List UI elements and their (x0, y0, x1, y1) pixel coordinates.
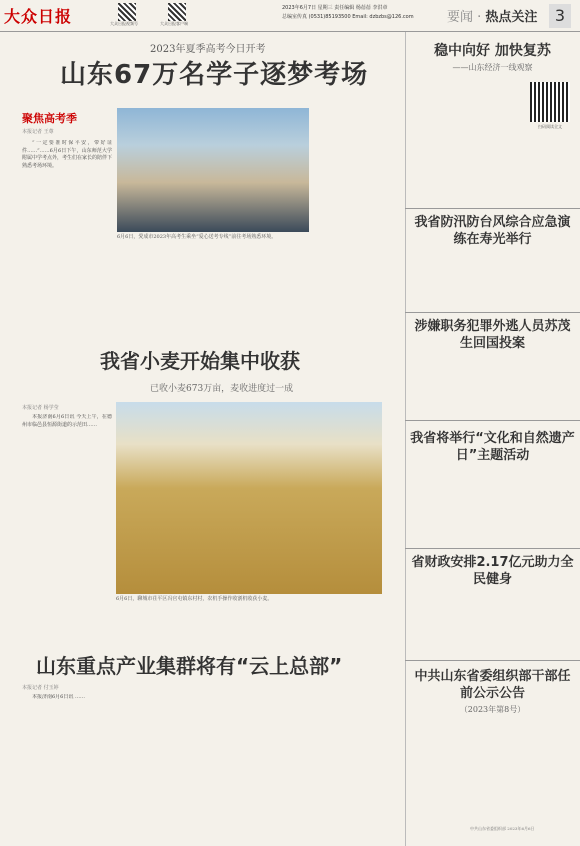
story2-headline: 我省小麦开始集中收获 (100, 349, 300, 373)
qr-code-icon (530, 82, 570, 122)
story1-paragraph: “一定要准时保平安，带好证件……”……6月6日下午，山东师范大学附属中学考点外，考生们在家长的陪伴下熟悉考场环境。 (22, 140, 112, 169)
story1-body (22, 140, 112, 330)
story2-photo (116, 402, 382, 594)
issue-meta (282, 4, 432, 22)
divider (405, 208, 580, 209)
story1-byline: 本报记者 王尊 (22, 129, 54, 135)
page-number: 3 (549, 4, 571, 28)
divider (405, 660, 580, 661)
right-footer: 中共山东省委组织部 2023年6月6日 (470, 826, 535, 831)
story1-label: 聚焦高考季 (22, 112, 77, 125)
masthead (0, 0, 580, 32)
story3-headline: 山东重点产业集群将有“云上总部” (36, 654, 343, 678)
right-h2: 我省防汛防台风综合应急演练在寿光举行 (414, 215, 571, 247)
story1-headline: 山东67万名学子逐梦考场 (60, 60, 369, 90)
qr-label: 扫码阅读全文 (538, 124, 562, 129)
divider (405, 548, 580, 549)
story3-body (22, 694, 397, 834)
qr2-label: 大众日报客户端 (160, 21, 188, 26)
story1-caption: 6月6日，愛成市2023年高考生乘坐“爱心送考专线”前往考场熟悉环境。 (117, 234, 277, 240)
right-h5: 省财政安排2.17亿元助力全民健身 (411, 555, 574, 587)
story2-caption: 6月6日，聊城市茌平区冯官屯镇东村村，农机手操作收割机收获小麦。 (116, 596, 273, 602)
qr-code-icon (118, 3, 136, 21)
qr1-label: 大众日报视频号 (110, 21, 138, 26)
divider (405, 420, 580, 421)
section-label: 要闻 (447, 10, 474, 25)
date-line: 2023年6月7日 星期三 责任编辑 杨蓓蓓 李洪章 (282, 5, 388, 11)
right-h3: 涉嫌职务犯罪外逃人员苏茂生回国投案 (414, 319, 571, 351)
qr-code-icon (168, 3, 186, 21)
right-h1-sub: ——山东经济一线观察 (452, 63, 533, 72)
story3-paragraph: 本报济南6月6日讯 …… (32, 694, 85, 700)
divider (405, 312, 580, 313)
section-title: 热点关注 (485, 10, 538, 25)
right-h1: 稳中向好 加快复苏 (434, 43, 551, 59)
section-heading: 要闻 · 热点关注 (447, 10, 538, 25)
story2-subhead: 已收小麦673万亩，麦收进度过一成 (150, 384, 294, 394)
newspaper-logo: 大众日报 (4, 7, 73, 26)
right-h6: 中共山东省委组织部干部任前公示公告 (414, 669, 571, 701)
right-h4: 我省将举行“文化和自然遗产日”主题活动 (410, 431, 575, 463)
story3-byline: 本报记者 付玉婷 (22, 685, 59, 691)
story2-body (22, 414, 112, 624)
contact-line: 总编室传真 (0531)85193500 Email: dzbzbs@126.com (282, 14, 414, 20)
story1-photo (117, 108, 309, 232)
right-h6-sub: （2023年第8号） (459, 705, 526, 714)
story1-kicker: 2023年夏季高考今日开考 (150, 44, 266, 55)
story2-byline: 本报记者 杨学莹 (22, 405, 59, 411)
story2-paragraph: 本报济南6月6日讯 今天上午，在德州市临邑县恒源街道的示范田…… (22, 414, 112, 428)
